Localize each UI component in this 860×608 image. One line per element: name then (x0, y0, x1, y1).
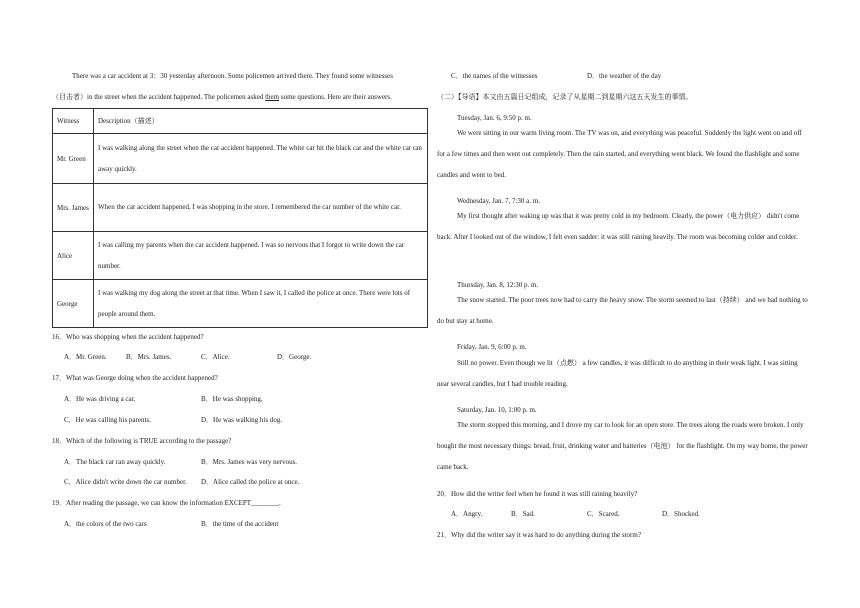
q20-option-b: B．Sad. (511, 510, 535, 518)
table-header-row (53, 109, 428, 134)
entry-date: Tuesday, Jan. 6, 9:50 p. m. (457, 114, 532, 122)
underlined-them: them (265, 93, 280, 101)
question-17: 17．What was George doing when the accident happened? (52, 374, 218, 382)
witness-name: George (53, 280, 94, 328)
table-row (53, 280, 428, 328)
q17-option-b: B．He was shopping. (201, 395, 263, 403)
q20-option-d: D．Shocked. (662, 510, 700, 518)
entry-date: Wednesday, Jan. 7, 7:30 a. m. (457, 197, 540, 205)
intro-line-2-post: some questions. Here are their answers. (279, 93, 392, 101)
entry-date: Saturday, Jan. 10, 1:00 p. m. (457, 406, 537, 414)
q20-option-a: A．Angry. (451, 510, 483, 518)
q19-option-b: B．the time of the accident (201, 520, 279, 528)
question-19: 19．After reading the passage, we can know the information EXCEPT________. (52, 499, 281, 507)
q18-option-a: A．The black car ran away quickly. (64, 458, 166, 466)
entry-text: The storm stopped this morning, and I drove my car to look for an open store. The trees along the roads were broken. I only bought the most necessary things: bread, fruit, drinking water and batteries（电池） for the flashlight. On my way home, the power came back. (437, 421, 808, 471)
q18-option-d: D．Alice called the police at once. (201, 478, 300, 486)
entry-date: Friday, Jan. 9, 6:00 p. m. (457, 343, 527, 351)
q20-option-c: C．Scared. (587, 510, 620, 518)
question-21: 21．Why did the writer say it was hard to do anything during the storm? (437, 531, 641, 539)
witness-description: When the car accident happened, I was shopping in the store. I remembered the car number of the white car. (94, 184, 428, 232)
section-header: （二）【导语】本文由五篇日记组成，记录了从星期二到星期六这五天发生的事情。 (437, 93, 693, 101)
witness-description: I was calling my parents when the car accident happened. I was so nervous that I forgot to write down the car number. (94, 232, 428, 280)
entry-date: Thursday, Jan. 8, 12:30 p. m. (457, 281, 539, 289)
table-row (53, 184, 428, 232)
q16-option-d: D．George. (277, 353, 312, 361)
intro-line-1: There was a car accident at 3：30 yesterday afternoon. Some policemen arrived there. They found some witnesses (72, 72, 393, 80)
entry-text: My first thought after waking up was that it was pretty cold in my bedroom. Clearly, the power（电力供应） didn't come back. After I looked out of the window, I felt even sadder: it was still raining heavily. The room was becoming colder and colder. (437, 212, 800, 241)
q19-option-a: A．the colors of the two cars (64, 520, 147, 528)
table-row (53, 134, 428, 184)
q17-option-a: A．He was driving a car. (64, 395, 136, 403)
q19-option-d: D．the weather of the day (587, 72, 662, 80)
question-18: 18．Which of the following is TRUE according to the passage? (52, 437, 232, 445)
header-description: Description（描述） (94, 109, 428, 134)
witness-name: Mrs. James (53, 184, 94, 232)
q17-option-d: D．He was walking his dog. (201, 416, 283, 424)
witness-name: Alice (53, 232, 94, 280)
intro-line-2-pre: （目击者）in the street when the accident happened. The policemen asked (52, 93, 266, 101)
q16-option-c: C．Alice. (201, 353, 230, 361)
witness-description: I was walking my dog along the street at that time. When I saw it, I called the police at once. There were lots of people around them. (94, 280, 428, 328)
witness-name: Mr. Green (53, 134, 94, 184)
entry-text: Still no power. Even though we lit（点燃） a few candles, it was difficult to do anything in their weak light. I was sitting near several candles, but I had trouble reading. (437, 359, 798, 388)
q19-option-c: C．the names of the witnesses (451, 72, 538, 80)
entry-text: We were sitting in our warm living room. The TV was on, and everything was peaceful. Suddenly the light went on and off for a few times and then went out completely. Then the rain started, and everything went black. We found the flashlight and some candles and went to bed. (437, 129, 802, 179)
witness-description: I was walking along the street when the car accident happened. The white car hit the black car and the white car ran away quickly. (94, 134, 428, 184)
question-20: 20．How did the writer feel when he found it was still raining heavily? (437, 490, 638, 498)
q18-option-c: C．Alice didn't write down the car number. (64, 478, 187, 486)
entry-text: The snow started. The poor trees now had to carry the heavy snow. The storm seemed to last（持续） and we had nothing to do but stay at home. (437, 296, 808, 325)
q16-option-a: A．Mr. Green. (64, 353, 107, 361)
witness-table (52, 108, 428, 328)
q18-option-b: B．Mrs. James was very nervous. (201, 458, 298, 466)
intro-line-2 (52, 92, 428, 102)
q17-option-c: C．He was calling his parents. (64, 416, 151, 424)
question-16: 16．Who was shopping when the accident happened? (52, 333, 204, 341)
header-witness: Witness (53, 109, 94, 134)
table-row (53, 232, 428, 280)
q16-option-b: B．Mrs. James. (126, 353, 172, 361)
